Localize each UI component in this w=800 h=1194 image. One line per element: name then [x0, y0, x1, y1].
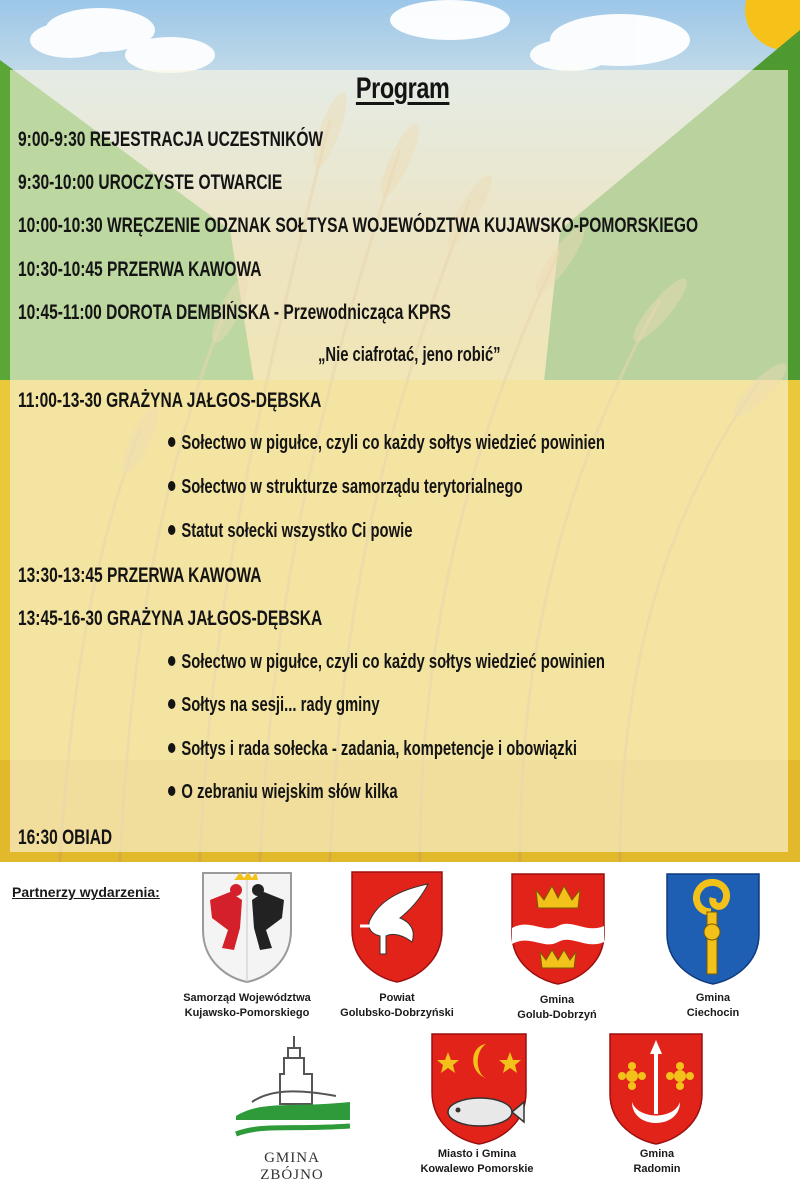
program-title: Program — [355, 72, 450, 105]
schedule-line: 13:30-13:45 PRZERWA KAWOWA — [18, 564, 262, 587]
partner-caption: Miasto i Gmina Kowalewo Pomorskie — [420, 1148, 534, 1175]
gmina-ciechocin-crest — [665, 872, 761, 986]
partner-caption: Samorząd Województwa Kujawsko-Pomorskiego — [183, 992, 311, 1019]
kujawsko-pomorskie-crest — [200, 870, 294, 984]
schedule-line: 10:00-10:30 WRĘCZENIE ODZNAK SOŁTYSA WOJEWÓDZTWA KUJAWSKO-POMORSKIEGO — [18, 214, 699, 237]
partner-caption: Gmina Ciechocin — [686, 992, 740, 1019]
list-item: Statut sołecki wszystko Ci powie — [168, 520, 412, 543]
list-item: Sołtys na sesji... rady gminy — [168, 694, 380, 717]
schedule-line: 16:30 OBIAD — [18, 826, 113, 849]
gmina-zbojno-logo-text: GMINA ZBÓJNO — [260, 1150, 324, 1183]
list-item: O zebraniu wiejskim słów kilka — [168, 781, 398, 804]
gmina-golub-dobrzyn-crest — [510, 872, 606, 986]
partner-caption: Gmina Golub-Dobrzyń — [517, 994, 597, 1021]
schedule-line: 9:00-9:30 REJESTRACJA UCZESTNIKÓW — [18, 128, 324, 151]
partner-caption: Gmina Radomin — [633, 1148, 681, 1175]
list-item: Sołtys i rada sołecka - zadania, kompetencje i obowiązki — [168, 738, 577, 761]
gmina-zbojno-logo — [232, 1034, 354, 1146]
schedule-line: 10:30-10:45 PRZERWA KAWOWA — [18, 258, 262, 281]
list-item: Sołectwo w strukturze samorządu terytorialnego — [168, 476, 523, 499]
schedule-line: 9:30-10:00 UROCZYSTE OTWARCIE — [18, 171, 283, 194]
kowalewo-pomorskie-crest — [430, 1032, 528, 1146]
lecture-quote: „Nie ciafrotać, jeno robić” — [318, 344, 501, 366]
list-item: Sołectwo w pigułce, czyli co każdy sołtys wiedzieć powinien — [168, 651, 605, 674]
schedule-line: 10:45-11:00 DOROTA DEMBIŃSKA - Przewodnicząca KPRS — [18, 301, 451, 324]
partner-caption: Powiat Golubsko-Dobrzyński — [340, 992, 454, 1019]
powiat-golubsko-dobrzynski-crest — [350, 870, 444, 984]
partners-label: Partnerzy wydarzenia: — [12, 884, 160, 900]
schedule-line: 11:00-13-30 GRAŻYNA JAŁGOS-DĘBSKA — [18, 389, 322, 412]
gmina-radomin-crest — [608, 1032, 704, 1146]
list-item: Sołectwo w pigułce, czyli co każdy sołtys wiedzieć powinien — [168, 432, 605, 455]
schedule-line: 13:45-16-30 GRAŻYNA JAŁGOS-DĘBSKA — [18, 607, 323, 630]
